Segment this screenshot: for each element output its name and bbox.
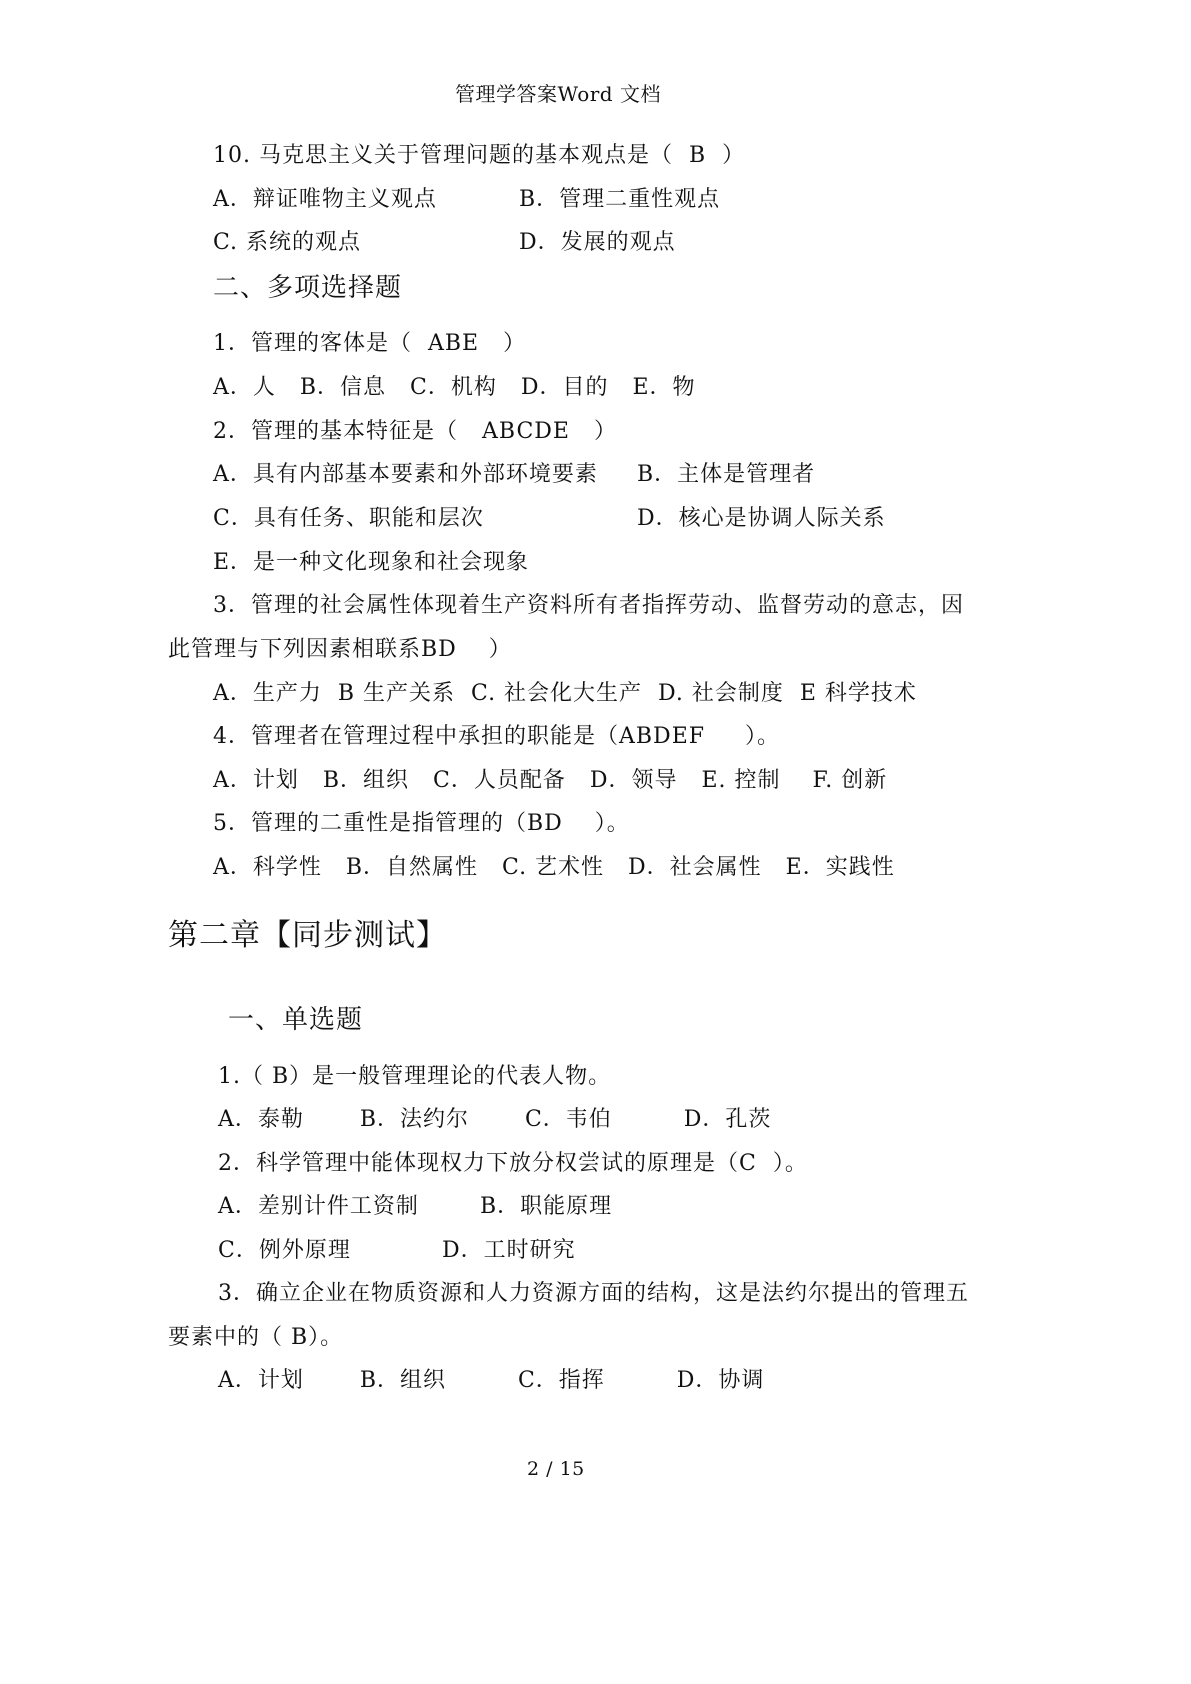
option-d: D．核心是协调人际关系 xyxy=(637,506,886,531)
multi-question-3-options: A．生产力 B 生产关系 C. 社会化大生产 D. 社会制度 E 科学技术 xyxy=(213,681,917,706)
single-question-3-options: A．计划 B．组织 C．指挥 D．协调 xyxy=(218,1368,765,1393)
option-b: B．职能原理 xyxy=(480,1194,613,1219)
single-question-1: 1.（ B）是一般管理理论的代表人物。 xyxy=(218,1064,612,1089)
section-heading-multi: 二、多项选择题 xyxy=(213,273,403,303)
single-question-2: 2．科学管理中能体现权力下放分权尝试的原理是（C ）。 xyxy=(218,1151,808,1176)
option-e: E．是一种文化现象和社会现象 xyxy=(213,550,530,575)
multi-question-3-line2: 此管理与下列因素相联系BD ） xyxy=(168,637,512,662)
option-b: B．管理二重性观点 xyxy=(519,187,721,212)
chapter-title: 第二章【同步测试】 xyxy=(168,918,447,953)
multi-question-4: 4．管理者在管理过程中承担的职能是（ABDEF ）。 xyxy=(213,724,780,749)
option-d: D．工时研究 xyxy=(442,1238,576,1263)
page-header: 管理学答案Word 文档 xyxy=(455,82,661,106)
option-a: A．差别计件工资制 xyxy=(218,1194,419,1219)
multi-question-5: 5．管理的二重性是指管理的（BD ）。 xyxy=(213,811,630,836)
option-a: A．具有内部基本要素和外部环境要素 xyxy=(213,462,598,487)
option-c: C．具有任务、职能和层次 xyxy=(213,506,484,531)
multi-question-3-line1: 3．管理的社会属性体现着生产资料所有者指挥劳动、监督劳动的意志，因 xyxy=(213,593,964,618)
single-question-1-options: A．泰勒 B．法约尔 C．韦伯 D．孔茨 xyxy=(218,1107,772,1132)
single-question-3-line1: 3．确立企业在物质资源和人力资源方面的结构，这是法约尔提出的管理五 xyxy=(218,1281,969,1306)
option-a: A．辩证唯物主义观点 xyxy=(213,187,437,212)
option-d: D．发展的观点 xyxy=(519,230,676,255)
option-b: B．主体是管理者 xyxy=(637,462,816,487)
page-number: 2 / 15 xyxy=(527,1458,585,1480)
option-c: C．例外原理 xyxy=(218,1238,351,1263)
multi-question-1-options: A．人 B．信息 C．机构 D．目的 E．物 xyxy=(213,375,696,400)
multi-question-2: 2．管理的基本特征是（ ABCDE ） xyxy=(213,419,617,444)
multi-question-1: 1．管理的客体是（ ABE ） xyxy=(213,331,527,356)
multi-question-4-options: A．计划 B．组织 C．人员配备 D．领导 E. 控制 F. 创新 xyxy=(213,768,888,793)
multi-question-5-options: A．科学性 B．自然属性 C. 艺术性 D．社会属性 E．实践性 xyxy=(213,855,895,880)
option-c: C. 系统的观点 xyxy=(213,230,362,255)
single-question-3-line2: 要素中的（ B）。 xyxy=(168,1325,344,1350)
section-heading-single: 一、单选题 xyxy=(228,1005,364,1035)
question-10: 10. 马克思主义关于管理问题的基本观点是（ B ） xyxy=(213,143,746,168)
